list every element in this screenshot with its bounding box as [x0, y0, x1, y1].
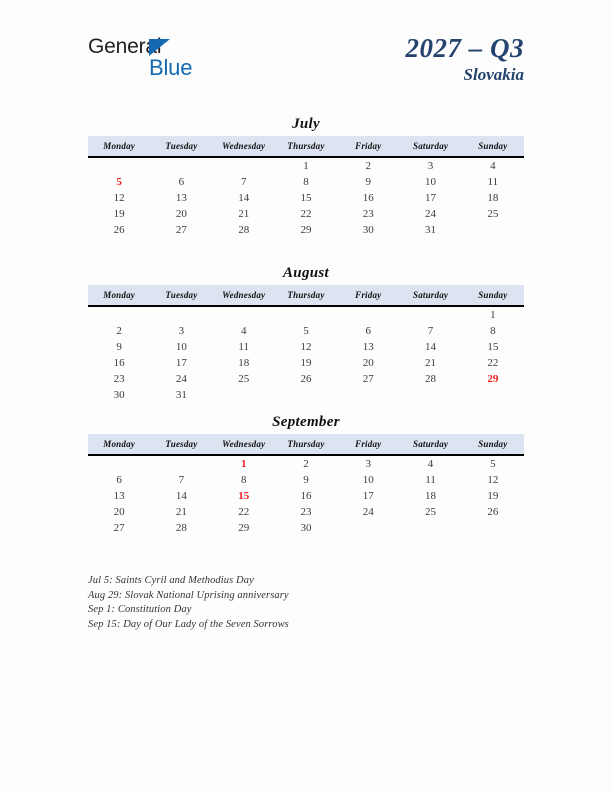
- day-cell[interactable]: 27: [113, 522, 125, 534]
- day-cell-empty: [150, 456, 212, 472]
- weekday-header-sunday: Sunday: [478, 141, 508, 151]
- day-cell-holiday[interactable]: 1: [240, 458, 247, 470]
- day-cell[interactable]: 30: [113, 389, 125, 401]
- holiday-notes-list: [88, 574, 518, 632]
- day-cell[interactable]: 11: [425, 474, 436, 486]
- weekday-header-wednesday: Wednesday: [222, 290, 266, 300]
- day-cell-empty: [337, 387, 399, 403]
- day-cell[interactable]: 13: [113, 490, 125, 502]
- weekday-header-tuesday: Tuesday: [165, 141, 198, 151]
- day-cell[interactable]: 27: [175, 224, 187, 236]
- day-cell[interactable]: 9: [365, 176, 372, 188]
- day-cell[interactable]: 5: [490, 458, 496, 470]
- day-cell[interactable]: 27: [362, 373, 374, 385]
- day-cell[interactable]: 30: [362, 224, 374, 236]
- weekday-header-thursday: Thursday: [287, 290, 325, 300]
- day-cell[interactable]: 7: [427, 325, 434, 337]
- holiday-note: Aug 29: Slovak National Uprising anniversary: [88, 589, 289, 601]
- month-block-july: [88, 114, 524, 238]
- page-title: 2027 – Q3: [405, 33, 524, 63]
- week-row: [88, 355, 524, 371]
- day-cell[interactable]: 25: [487, 208, 499, 220]
- month-title: July: [292, 116, 320, 132]
- day-cell-holiday[interactable]: 29: [487, 373, 499, 385]
- day-cell[interactable]: 3: [365, 458, 372, 470]
- day-cell-empty: [275, 387, 337, 403]
- day-cell[interactable]: 28: [425, 373, 437, 385]
- day-cell-empty: [399, 307, 461, 323]
- weekday-header-saturday: Saturday: [412, 141, 449, 151]
- day-cell[interactable]: 22: [300, 208, 312, 220]
- day-cell[interactable]: 15: [300, 192, 312, 204]
- day-cell[interactable]: 3: [178, 325, 185, 337]
- day-cell[interactable]: 24: [175, 373, 187, 385]
- day-cell[interactable]: 16: [300, 490, 312, 502]
- day-cell[interactable]: 10: [425, 176, 437, 188]
- day-cell[interactable]: 2: [303, 458, 309, 470]
- day-cell[interactable]: 10: [175, 341, 187, 353]
- logo-text-blue: Blue: [149, 55, 193, 80]
- day-cell[interactable]: 19: [300, 357, 312, 369]
- weekday-header-friday: Friday: [355, 290, 382, 300]
- day-cell[interactable]: 25: [425, 506, 437, 518]
- month-title: August: [283, 265, 329, 281]
- day-cell[interactable]: 2: [365, 160, 372, 172]
- week-row: [88, 174, 524, 190]
- day-cell[interactable]: 12: [487, 474, 499, 486]
- day-cell[interactable]: 23: [113, 373, 125, 385]
- day-cell[interactable]: 1: [303, 160, 309, 172]
- week-row: [88, 371, 524, 387]
- day-cell-empty: [88, 456, 150, 472]
- day-cell[interactable]: 9: [116, 341, 122, 353]
- day-cell[interactable]: 14: [238, 192, 250, 204]
- day-cell[interactable]: 11: [238, 341, 249, 353]
- day-cell[interactable]: 31: [175, 389, 187, 401]
- day-cell[interactable]: 26: [487, 506, 499, 518]
- weekday-header-sunday: Sunday: [478, 290, 508, 300]
- day-cell[interactable]: 9: [303, 474, 309, 486]
- weekday-header-saturday: Saturday: [412, 439, 449, 449]
- day-cell[interactable]: 15: [487, 341, 499, 353]
- day-cell-empty: [213, 307, 275, 323]
- weekday-header-friday: Friday: [355, 439, 382, 449]
- day-cell[interactable]: 24: [425, 208, 437, 220]
- day-cell-empty: [213, 158, 275, 174]
- weekday-header-thursday: Thursday: [287, 141, 325, 151]
- weekday-header-saturday: Saturday: [412, 290, 449, 300]
- day-cell[interactable]: 6: [365, 325, 372, 337]
- logo-text-general: General: [88, 35, 162, 58]
- day-cell[interactable]: 8: [303, 176, 309, 188]
- day-cell[interactable]: 17: [362, 490, 374, 502]
- day-cell-empty: [275, 307, 337, 323]
- day-cell[interactable]: 17: [425, 192, 437, 204]
- day-cell[interactable]: 21: [425, 357, 437, 369]
- day-cell-empty: [88, 307, 150, 323]
- month-block-september: [88, 412, 524, 536]
- day-cell[interactable]: 12: [113, 192, 125, 204]
- day-cell[interactable]: 2: [116, 325, 122, 337]
- day-cell-empty: [213, 387, 275, 403]
- day-cell[interactable]: 14: [175, 490, 187, 502]
- day-cell[interactable]: 20: [175, 208, 187, 220]
- day-cell-holiday[interactable]: 5: [116, 176, 122, 188]
- title-block: [406, 33, 525, 86]
- day-cell[interactable]: 21: [175, 506, 187, 518]
- week-row: [88, 456, 524, 472]
- week-row: [88, 158, 524, 174]
- day-cell[interactable]: 25: [238, 373, 250, 385]
- day-cell[interactable]: 17: [175, 357, 187, 369]
- holiday-note: Sep 1: Constitution Day: [88, 604, 192, 615]
- week-row: [88, 520, 524, 536]
- day-cell[interactable]: 12: [300, 341, 312, 353]
- weekday-header-tuesday: Tuesday: [165, 439, 198, 449]
- day-cell[interactable]: 14: [425, 341, 437, 353]
- holiday-note: Sep 15: Day of Our Lady of the Seven Sorrows: [88, 618, 289, 630]
- day-cell[interactable]: 4: [490, 160, 496, 172]
- day-cell-empty: [462, 520, 524, 536]
- weekday-header-row: [88, 285, 524, 307]
- day-cell-empty: [462, 222, 524, 238]
- weekday-header-tuesday: Tuesday: [165, 290, 198, 300]
- day-cell-empty: [462, 387, 524, 403]
- week-row: [88, 307, 524, 323]
- day-cell[interactable]: 18: [238, 357, 250, 369]
- month-block-august: [88, 263, 524, 403]
- day-cell[interactable]: 29: [300, 224, 312, 236]
- weekday-header-wednesday: Wednesday: [222, 141, 266, 151]
- day-cell[interactable]: 20: [113, 506, 125, 518]
- day-cell[interactable]: 6: [116, 474, 122, 486]
- day-cell[interactable]: 16: [113, 357, 125, 369]
- day-cell-empty: [399, 520, 461, 536]
- day-cell[interactable]: 16: [362, 192, 374, 204]
- weekday-header-thursday: Thursday: [287, 439, 325, 449]
- holiday-note: Jul 5: Saints Cyril and Methodius Day: [88, 575, 254, 586]
- day-cell[interactable]: 29: [238, 522, 250, 534]
- day-cell[interactable]: 19: [487, 490, 499, 502]
- day-cell[interactable]: 20: [362, 357, 374, 369]
- day-cell-empty: [337, 307, 399, 323]
- weekday-header-monday: Monday: [103, 290, 135, 300]
- logo-triangle-icon: [149, 39, 170, 56]
- day-cell-empty: [337, 520, 399, 536]
- week-row: [88, 206, 524, 222]
- day-cell[interactable]: 22: [487, 357, 499, 369]
- day-cell[interactable]: 26: [300, 373, 312, 385]
- week-row: [88, 504, 524, 520]
- page-header: [0, 0, 612, 110]
- day-cell[interactable]: 18: [425, 490, 437, 502]
- weekday-header-row: [88, 136, 524, 158]
- day-cell[interactable]: 4: [427, 458, 434, 470]
- day-cell[interactable]: 30: [300, 522, 312, 534]
- day-cell[interactable]: 28: [175, 522, 187, 534]
- week-row: [88, 488, 524, 504]
- week-row: [88, 323, 524, 339]
- day-cell[interactable]: 13: [362, 341, 374, 353]
- day-cell[interactable]: 1: [490, 309, 496, 321]
- day-cell[interactable]: 10: [362, 474, 374, 486]
- week-row: [88, 190, 524, 206]
- day-cell[interactable]: 23: [300, 506, 312, 518]
- day-cell[interactable]: 28: [238, 224, 250, 236]
- day-cell[interactable]: 7: [240, 176, 247, 188]
- day-cell[interactable]: 19: [113, 208, 125, 220]
- day-cell-empty: [150, 307, 212, 323]
- weekday-header-wednesday: Wednesday: [222, 439, 266, 449]
- weekday-header-monday: Monday: [103, 439, 135, 449]
- day-cell[interactable]: 5: [303, 325, 309, 337]
- day-cell-empty: [88, 158, 150, 174]
- general-blue-logo[interactable]: [88, 36, 288, 82]
- weekday-header-row: [88, 434, 524, 456]
- month-title: September: [272, 414, 340, 430]
- week-row: [88, 222, 524, 238]
- week-row: [88, 339, 524, 355]
- day-cell[interactable]: 13: [175, 192, 187, 204]
- day-cell-holiday[interactable]: 15: [238, 490, 250, 502]
- week-row: [88, 387, 524, 403]
- day-cell[interactable]: 26: [113, 224, 125, 236]
- week-row: [88, 472, 524, 488]
- day-cell-empty: [399, 387, 461, 403]
- day-cell[interactable]: 7: [178, 474, 185, 486]
- day-cell-empty: [150, 158, 212, 174]
- day-cell[interactable]: 21: [238, 208, 250, 220]
- day-cell[interactable]: 4: [240, 325, 247, 337]
- weekday-header-friday: Friday: [355, 141, 382, 151]
- weekday-header-monday: Monday: [103, 141, 135, 151]
- day-cell[interactable]: 22: [238, 506, 250, 518]
- day-cell[interactable]: 6: [178, 176, 185, 188]
- day-cell[interactable]: 24: [362, 506, 374, 518]
- day-cell[interactable]: 8: [490, 325, 496, 337]
- day-cell[interactable]: 23: [362, 208, 374, 220]
- page-subtitle-country: Slovakia: [463, 65, 524, 84]
- day-cell[interactable]: 18: [487, 192, 499, 204]
- day-cell[interactable]: 11: [487, 176, 499, 188]
- day-cell[interactable]: 31: [425, 224, 437, 236]
- day-cell[interactable]: 8: [240, 474, 247, 486]
- weekday-header-sunday: Sunday: [478, 439, 508, 449]
- day-cell[interactable]: 3: [427, 160, 434, 172]
